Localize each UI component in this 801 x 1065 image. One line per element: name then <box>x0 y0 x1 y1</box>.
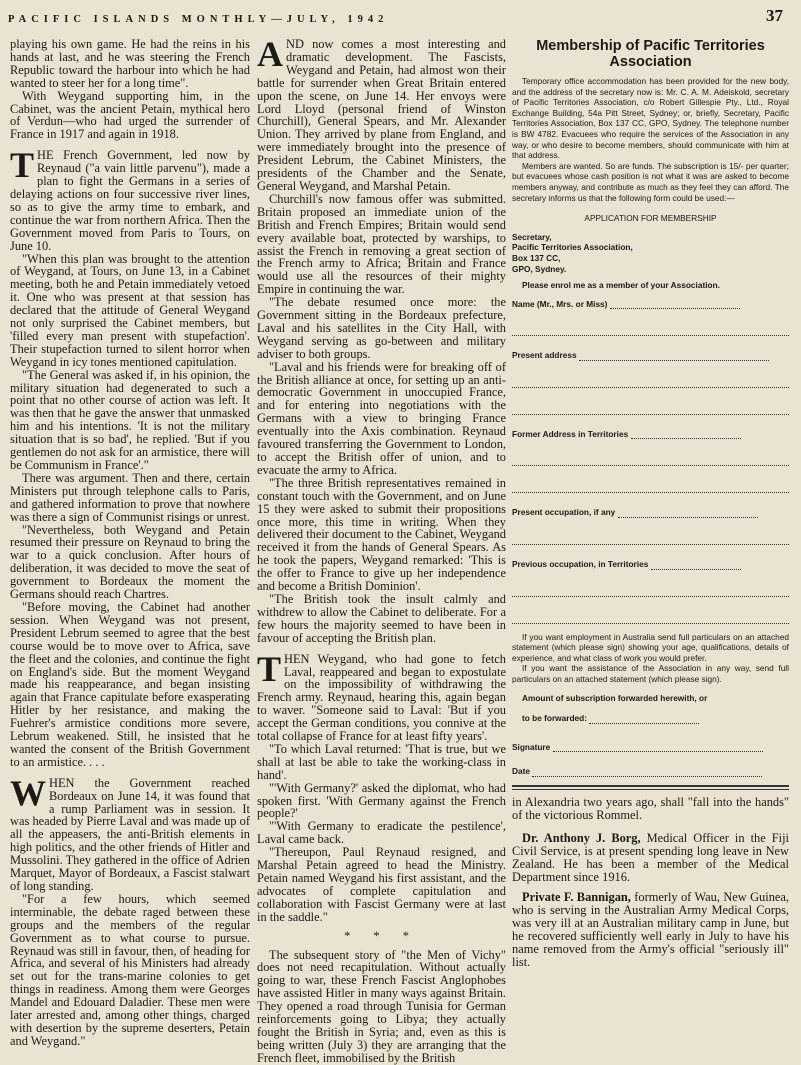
present-address-label: Present address <box>512 350 577 361</box>
membership-intro-2: Members are wanted. So are funds. The subscription is 15/- per quarter; but evacuees whose cash position is not what it was are asked to become members anyway, and contribute as much as they feel they can afford. The secretary informs us that the following form could be used:— <box>512 160 789 203</box>
address-line: Box 137 CC, <box>512 252 561 263</box>
paragraph: "The General was asked if, in his opinion, the military situation had degenerated to such a point that no other course of action was left. It was then that he gave the answer that unmasked him and his intentions. 'It is not the military situation that is so bad', he replied. 'But if you gentlemen do not ask for an armistice, there will be Communism in France'." <box>10 367 250 472</box>
address-line: GPO, Sydney. <box>512 263 567 274</box>
amount-label: Amount of subscription forwarded herewith, or <box>522 692 708 703</box>
paragraph: Churchill's now famous offer was submitted. Britain proposed an immediate union of the British and French Empires; Britain would send every available boat, protected by warships, to assist the French in removing a great section of the French army to Africa; Britain and France would use all the resources of their mighty Empire in continuing the war. <box>257 191 506 297</box>
dotted-line <box>553 751 763 752</box>
former-address-label: Former Address in Territories <box>512 428 629 439</box>
person-name: Private F. Bannigan, <box>522 890 631 905</box>
address-line: Pacific Territories Association, <box>512 242 633 253</box>
previous-occupation-label: Previous occupation, in Territories <box>512 559 649 570</box>
date-label: Date <box>512 766 530 777</box>
paragraph: ND now comes a most interesting and dramatic development. The Fascists, Weygand and Petain, had almost won their battle for surrender when Great Britain entered upon the scene, on June 14. Her envoys were Lord Lloyd (personal friend of Winston Churchill), General Spears, and Mr. Alexander Union. They arrived by plane from England, and were immediately brought into the presence of President Lebrum, the Cabinet Ministers, the presidents of the Chamber and the Senate, General Weygand, and Marshal Petain. <box>257 37 506 193</box>
dotted-line <box>618 517 758 518</box>
present-occupation-field[interactable] <box>512 507 789 518</box>
drop-cap: T <box>10 145 35 186</box>
dotted-line <box>512 518 789 545</box>
drop-cap: W <box>10 772 46 813</box>
paragraph: HE French Government, led now by Reynaud ("a vain little parvenu"), made a plan to fight the Germans in a series of delaying actions on four successive river lines, so as to give the army time to embark, and continue the war from northern Africa. Then the Government moved from Paris to Tours, on June 10. <box>10 148 250 253</box>
membership-intro: Temporary office accommodation has been provided for the new body, and the address of the secretary now is: Mr. C. A. M. Adeiskold, secretary of Pacific Territories Association, c/o Robert Gillespie Pty., Ltd., Royal Exchange Building, 54a Pitt Street, Sydney; or, briefly, Secretary, Pacific Territories Association, Box 137 CC, GPO, Sydney. The telephone number is BW 4782. Evacuees who require the services of the Association in any way, or who desire to become members, should communicate with him at that address. <box>512 76 789 161</box>
paragraph: "To which Laval returned: 'That is true, but we shall at last be able to take the working-class in hand'. <box>257 741 506 782</box>
dotted-line <box>631 438 741 439</box>
previous-occupation-field[interactable] <box>512 559 789 570</box>
former-address-field[interactable] <box>512 429 789 440</box>
dotted-line <box>512 597 789 624</box>
paragraph: "Before moving, the Cabinet had another session. When Weygand was not present, President Lebrum seemed to agree that the best course would be to move over to Africa, save the fleet and the colonies, and continue the fight on England's side. But the moment Weygand made his reappearance, and began insisting again that France capitulate before exasperating Hitler by her resistance, and making the Fuehrer's armistice conditions more severe, Lebrum weakened. Still, he insisted that he wanted the consent of the British Government to an armistice. . . . <box>10 599 250 769</box>
paragraph: "Thereupon, Paul Reynaud resigned, and Marshal Petain agreed to head the Ministry. Petain named Weygand his first assistant, and the advocates of complete capitulation and collaboration with Fascist Germany were at last in the saddle." <box>257 845 506 924</box>
paragraph: HEN Weygand, who had gone to fetch Laval, reappeared and began to expostulate on the impossibility of withdrawing the French army. Reynaud, hearing this, again began to waver. "Someone said to Laval: 'But if you accept the German conditions, you connive at the total collapse of France for at least fifty years'. <box>257 651 506 744</box>
paragraph: Medical Officer in the Fiji Civil Service, is at present spending long leave in New Zealand. He has been a member of the Medical Department since 1916. <box>512 830 789 884</box>
dotted-line <box>579 360 769 361</box>
signature-label: Signature <box>512 741 551 752</box>
section-divider-stars: * * * <box>344 928 419 943</box>
to-be-forwarded-field[interactable] <box>512 713 789 724</box>
dotted-line <box>651 569 741 570</box>
to-be-forwarded-label: to be forwarded: <box>522 713 587 724</box>
name-field[interactable] <box>512 299 789 310</box>
column-left <box>10 38 250 1048</box>
column-middle <box>257 34 506 1065</box>
paragraph: playing his own game. He had the reins in his hands at last, and he was steering the French Republic toward the harbour into which he had wanted to steer her for a long time". <box>10 37 250 90</box>
page-header <box>0 0 801 30</box>
membership-form <box>512 76 789 777</box>
section-french-government <box>10 145 250 253</box>
section-weygand-laval <box>257 648 506 744</box>
secretary-address <box>512 232 789 274</box>
enrol-text: Please enrol me as a member of your Association. <box>522 280 720 291</box>
dotted-line <box>532 776 762 777</box>
column-right <box>512 38 789 969</box>
assistance-note: If you want the assistance of the Association in any way, send full particulars on an attached statement (which please sign). <box>512 663 789 685</box>
paragraph: "When this plan was brought to the attention of Weygand, at Tours, on June 13, in a Cabinet meeting, both he and Petain immediately vetoed it. One who was present at that session has declared that the attitude of General Weygand not only surprised the Cabinet members, but 'filled every man present with stupefaction'. Their stupefaction turned to silent horror when Weygand in icy tones mentioned capitulation. <box>10 251 250 369</box>
paragraph: There was argument. Then and there, certain Ministers put through telephone calls to Paris, and gathered information to prove that nowhere was there a sign of Communist risings or unrest. <box>10 470 250 524</box>
paragraph: "The British took the insult calmly and withdrew to allow the Cabinet to deliberate. For a few hours the majority seemed to have been in favour of accepting the British plan. <box>257 591 506 645</box>
section-bordeaux <box>10 772 250 893</box>
paragraph: "'With Germany to eradicate the pestilence', Laval came back. <box>257 819 506 847</box>
paragraph: With Weygand supporting him, in the Cabinet, was the ancient Petain, mythical hero of Verdun—who had urged the surrender of France in 1917 and again in 1918. <box>10 88 250 142</box>
paragraph: "Nevertheless, both Weygand and Petain resumed their pressure on Reynaud to bring the war to a quick conclusion. After hours of deliberation, it was decided to move the seat of government to Bordeaux the moment the Germans should reach Chartres. <box>10 522 250 602</box>
page-number: 37 <box>766 6 783 25</box>
date-field[interactable] <box>512 766 789 777</box>
membership-title-line2: Association <box>609 54 692 70</box>
membership-title-line1: Membership of Pacific Territories <box>536 38 765 54</box>
present-address-field[interactable] <box>512 350 789 361</box>
paragraph: The subsequent story of "the Men of Vichy" does not need recapitulation. Without actually going to war, these French Fascist Anglophobes have assisted Hitler in many ways against Britain. They opened a road through Tunisia for German reinforcements going to Libya; they actually fought the British in Syria; and, even as this is being written (July 3) they are arranging that the French fleet, immobilised by the British <box>257 947 506 1065</box>
signature-field[interactable] <box>512 742 789 753</box>
dotted-line <box>610 308 740 309</box>
form-heading: APPLICATION FOR MEMBERSHIP <box>584 213 717 224</box>
drop-cap: T <box>257 648 282 689</box>
paragraph: "'With Germany?' asked the diplomat, who had spoken first. 'With Germany against the French people?' <box>257 780 506 821</box>
news-items <box>512 796 789 969</box>
running-title: PACIFIC ISLANDS MONTHLY—JULY, 1942 <box>8 14 389 25</box>
name-label: Name (Mr., Mrs. or Miss) <box>512 298 608 309</box>
paragraph: HEN the Government reached Bordeaux on June 14, it was found that a rump Parliament was in session. It was headed by Pierre Laval and was made up of all the appeasers, the anti-British elements in high politics, and the other friends of Hitler and Mussolini. They gathered in the office of Adrien Marquet, Mayor of Bordeaux, a Fascist stalwart of long standing. <box>10 775 250 893</box>
dotted-line <box>512 466 789 493</box>
paragraph: "The three British representatives remained in constant touch with the Government, and on June 15 they were asked to submit their propositions once more, this time in writing. When they delivered their document to the Cabinet, Weygand received it from the hands of General Spears. As he took the papers, Weygand remarked: 'This is the offer to France to give up her independence and become a British Dominion'. <box>257 475 506 594</box>
person-name: Dr. Anthony J. Borg, <box>522 830 641 845</box>
paragraph: "The debate resumed once more: the Government sitting in the Bordeaux prefecture, Laval and his satellites in the City Hall, with Weygand serving as go-between and military adviser to both groups. <box>257 295 506 361</box>
paragraph: in Alexandria two years ago, shall "fall into the hands" of the victorious Rommel. <box>512 795 789 822</box>
paragraph: formerly of Wau, New Guinea, who is serving in the Australian Army Medical Corps, was very ill at an Australian military camp in June, but he recovered sufficiently well early in July to have his name removed from the Army's official "seriously ill" list. <box>512 890 789 969</box>
section-rule <box>512 785 789 790</box>
dotted-line <box>512 388 789 415</box>
dotted-line <box>512 361 789 388</box>
dotted-line <box>512 570 789 597</box>
employment-note: If you want employment in Australia send full particulars on an attached statement (which please sign) showing your age, qualifications, details of experience, and what class of work you would prefer. <box>512 631 789 663</box>
membership-title <box>512 38 789 70</box>
dotted-line <box>512 439 789 466</box>
present-occupation-label: Present occupation, if any <box>512 507 616 518</box>
paragraph: "Laval and his friends were for breaking off of the British alliance at once, for setting up an anti-democratic Government in unoccupied France, and for entering into negotiations with the Germans with a view to bringing France eventually into the Axis combination. Reynaud favoured transferring the Government to London, to accept the British offer of union, and to evacuate the army to Africa. <box>257 359 506 477</box>
drop-cap: A <box>257 34 283 74</box>
dotted-line <box>512 309 789 336</box>
dotted-line <box>589 723 699 724</box>
address-line: Secretary, <box>512 231 552 242</box>
paragraph: "For a few hours, which seemed interminable, the debate raged between these groups and the members of the regular Government as to what course to pursue. Reynaud was still in favour, then, of heading for Africa, and several of his Ministers had already set out for the trans-marine colonies to get things in readiness. Among them were Georges Mandel and Edouard Daladier. These men were later arrested and, among other things, charged with desertion by the supreme deserters, Petain and Weygand." <box>10 891 250 1048</box>
